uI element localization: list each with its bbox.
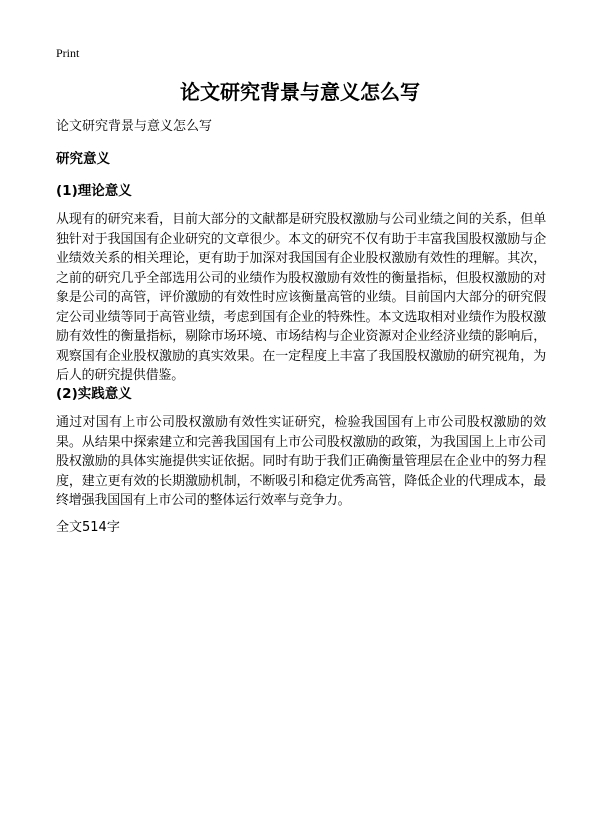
- theory-significance-paragraph: 从现有的研究来看，目前大部分的文献都是研究股权激励与公司业绩之间的关系，但单独针对于我国国有企业研究的文章很少。本文的研究不仅有助于丰富我国股权激励与企业绩效关系的相关理论，更有助于加深对我国国有企业股权激励有效性的理解。其次，之前的研究几乎全部选用公司的业绩作为股权激励有效性的衡量指标，但股权激励的对象是公司的高管，评价激励的有效性时应该衡量高管的业绩。目前国内大部分的研究假定公司业绩等同于高管业绩，考虑到国有企业的特殊性。本文选取相对业绩作为股权激励有效性的衡量指标，剔除市场环境、市场结构与企业资源对企业经济业绩的影响后，观察国有企业股权激励的真实效果。在一定程度上丰富了我国股权激励的研究视角，为后人的研究提供借鉴。: [56, 212, 546, 383]
- practice-significance-heading: (2)实践意义: [56, 386, 132, 402]
- word-count: 全文514字: [56, 520, 120, 535]
- practice-significance-paragraph: 通过对国有上市公司股权激励有效性实证研究，检验我国国有上市公司股权激励的效果。从结果中探索建立和完善我国国有上市公司股权激励的政策，为我国国上上市公司股权激励的具体实施提供实证依据。同时有助于我们正确衡量管理层在企业中的努力程度，建立更有效的长期激励机制，不断吸引和稳定优秀高管，降低企业的代理成本，最终增强我国国有上市公司的整体运行效率与竞争力。: [56, 415, 546, 508]
- print-label: Print: [56, 46, 80, 60]
- document-subtitle: 论文研究背景与意义怎么写: [56, 119, 213, 134]
- theory-significance-heading: (1)理论意义: [56, 183, 132, 199]
- section-heading: 研究意义: [56, 151, 110, 167]
- page-title: 论文研究背景与意义怎么写: [180, 80, 420, 104]
